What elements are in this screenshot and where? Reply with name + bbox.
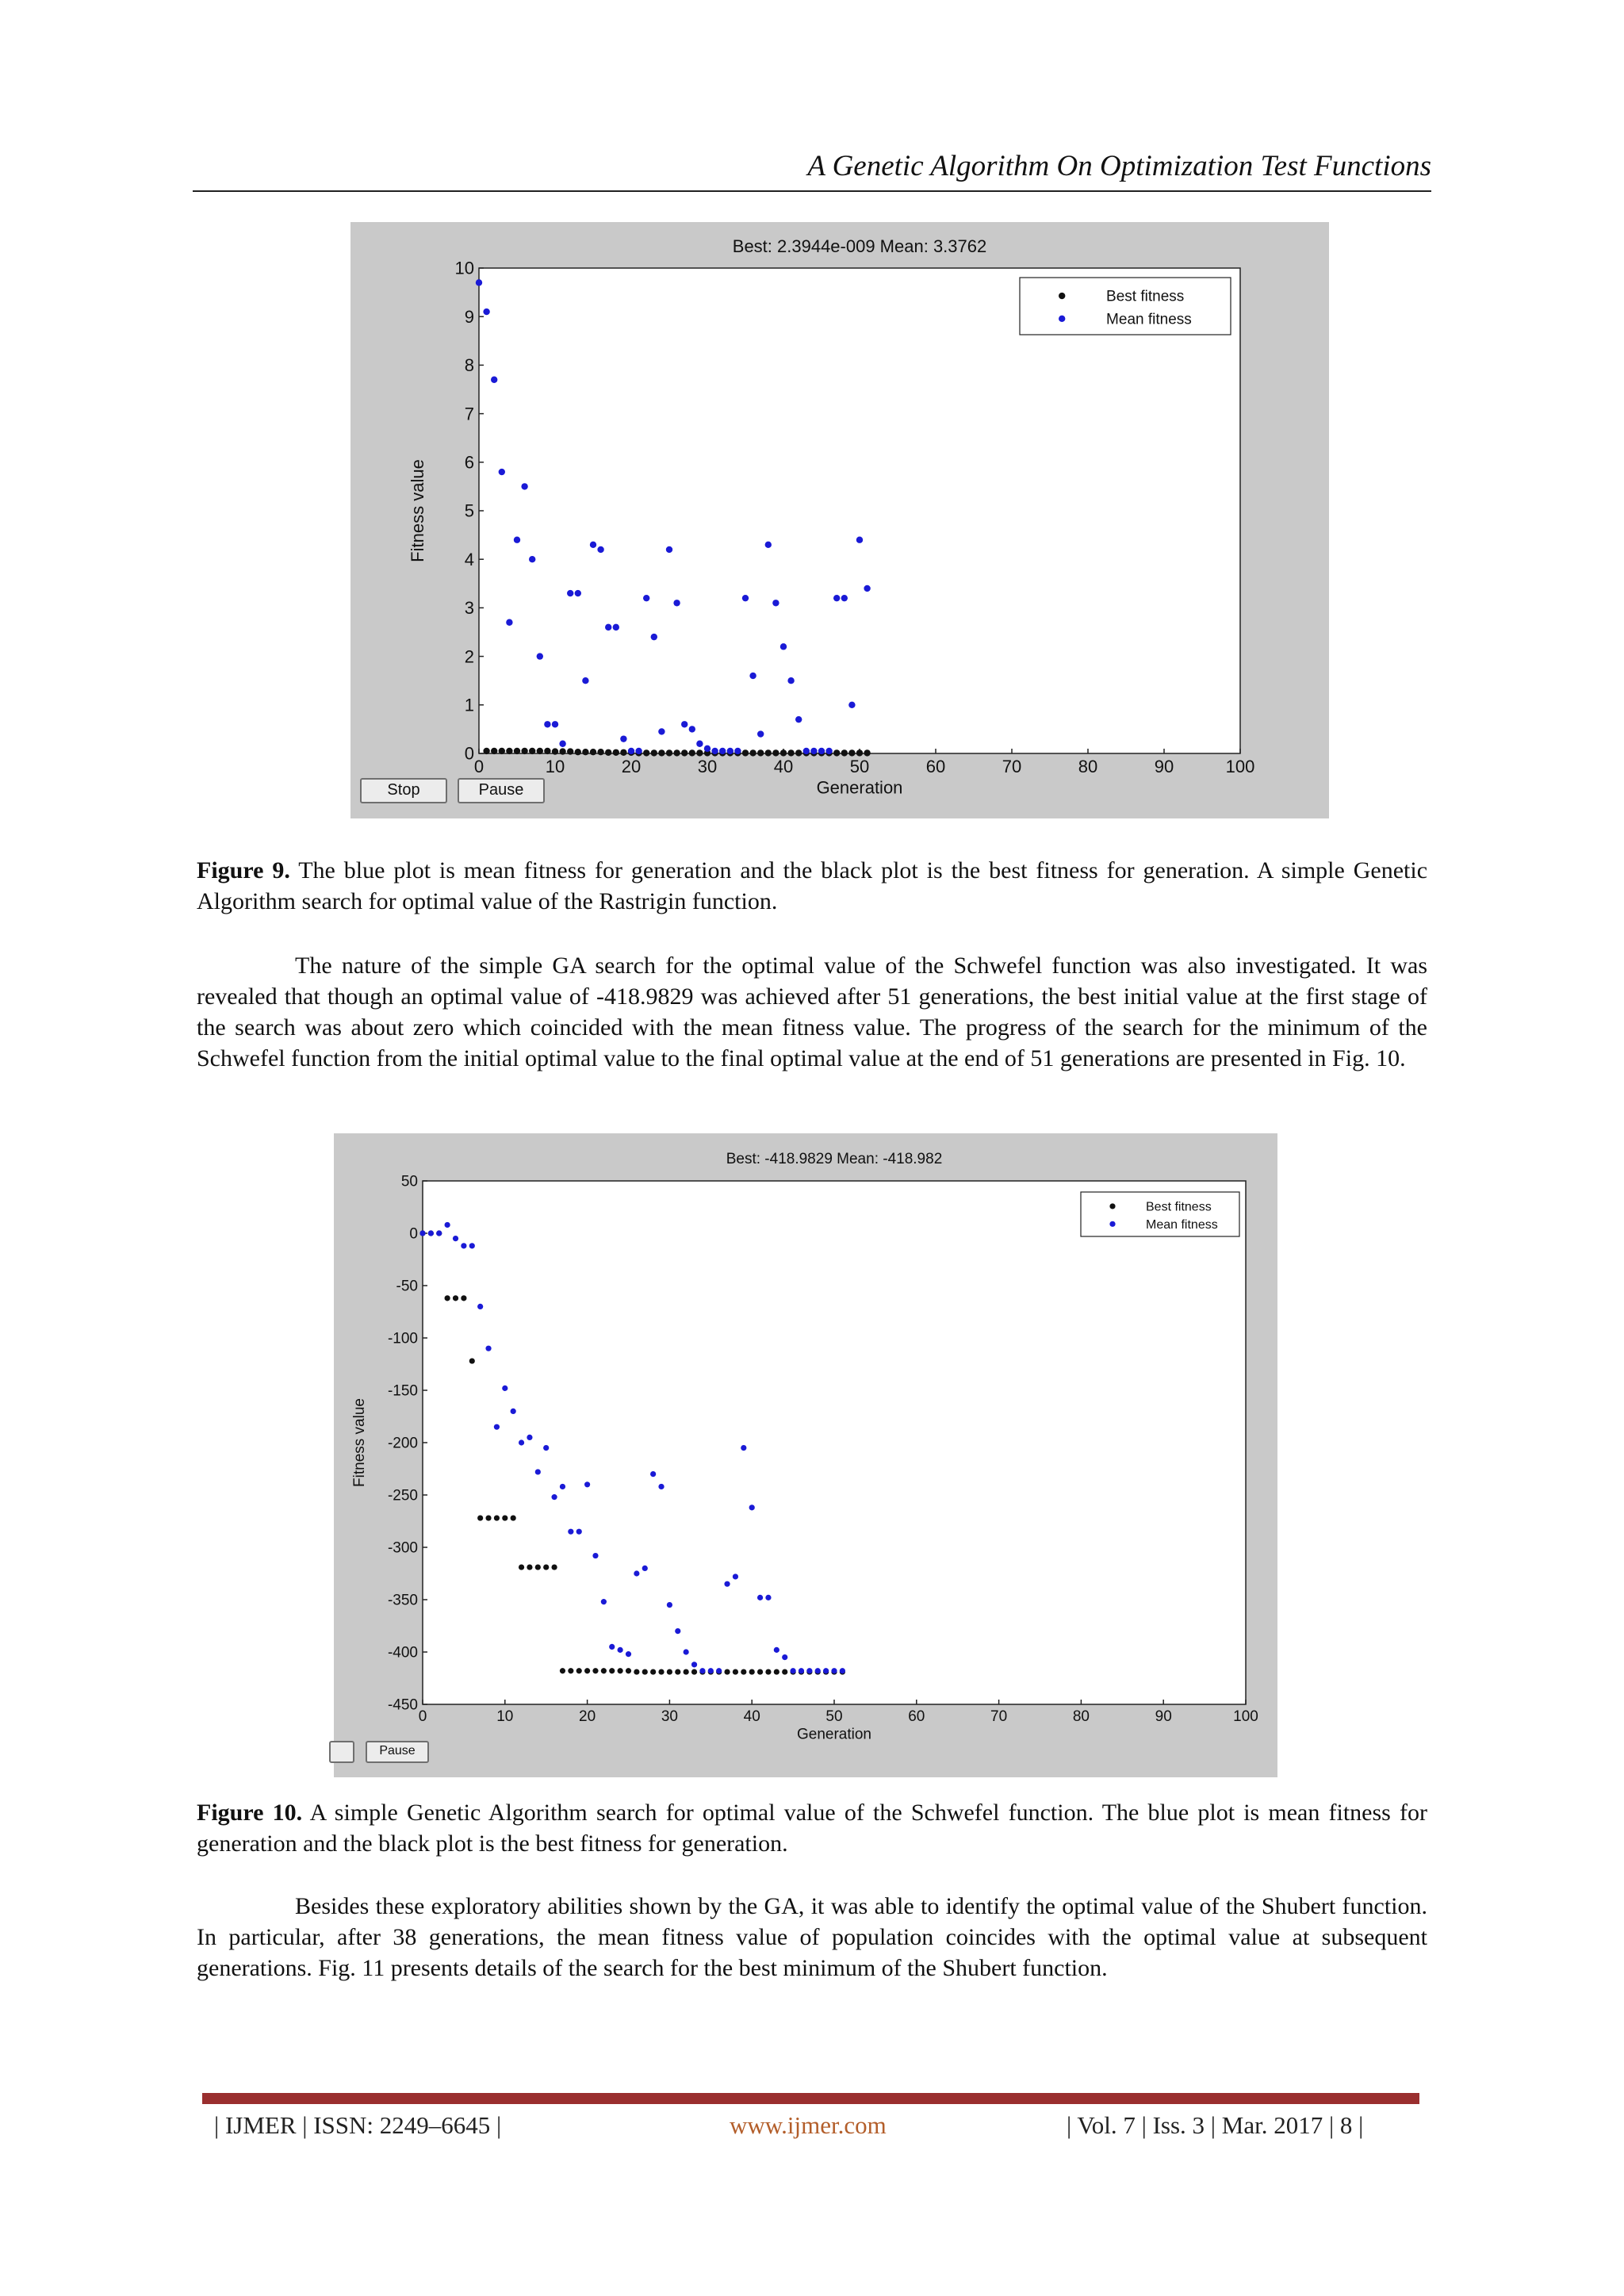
mean-fitness-point xyxy=(696,741,703,747)
best-fitness-point xyxy=(597,749,603,755)
x-tick-label: 30 xyxy=(697,757,718,776)
header-rule xyxy=(193,190,1431,192)
x-tick-label: 100 xyxy=(1225,757,1255,776)
best-fitness-point xyxy=(650,1669,656,1674)
mean-fitness-point xyxy=(708,1668,714,1673)
mean-fitness-point xyxy=(597,546,603,553)
mean-fitness-point xyxy=(864,585,870,592)
mean-fitness-point xyxy=(666,546,672,553)
mean-fitness-point xyxy=(461,1243,466,1248)
mean-fitness-point xyxy=(552,721,558,727)
best-fitness-point xyxy=(658,1669,664,1674)
mean-fitness-point xyxy=(727,748,733,754)
best-fitness-point xyxy=(529,748,535,754)
best-fitness-point xyxy=(848,749,855,756)
x-tick-label: 0 xyxy=(473,757,485,776)
mean-fitness-point xyxy=(782,1654,787,1660)
mean-fitness-point xyxy=(699,1668,705,1673)
mean-fitness-point xyxy=(620,735,626,742)
mean-fitness-point xyxy=(419,1230,425,1236)
x-axis-label: Generation xyxy=(816,777,903,798)
mean-fitness-point xyxy=(675,1628,680,1634)
running-title: A Genetic Algorithm On Optimization Test Functions xyxy=(807,150,1431,182)
mean-fitness-point xyxy=(650,1471,656,1477)
mean-fitness-point xyxy=(476,279,482,286)
mean-fitness-point xyxy=(757,1595,763,1600)
best-fitness-point xyxy=(626,1668,631,1673)
best-fitness-point xyxy=(609,1668,615,1673)
best-fitness-point xyxy=(582,749,588,755)
best-fitness-point xyxy=(841,749,848,756)
best-fitness-point xyxy=(584,1668,590,1673)
mean-fitness-point xyxy=(559,741,565,747)
best-fitness-point xyxy=(765,749,772,756)
y-tick-label: -400 xyxy=(387,1644,418,1662)
paragraph-shubert: Besides these exploratory abilities shown by the GA, it was able to identify the optimal value of the Shubert function. In particular, after 38 generations, the mean fitness value of population coincides with the optimal value at subsequent generations. Fig. 11 presents details of the search for the best minimum of the Shubert function. xyxy=(197,1893,1427,1981)
y-tick-label: -300 xyxy=(387,1539,418,1557)
mean-fitness-point xyxy=(453,1236,458,1241)
best-fitness-point xyxy=(733,1669,738,1674)
figure-10-chart xyxy=(334,1133,1277,1777)
legend-mean-marker xyxy=(1059,316,1065,322)
x-tick-label: 20 xyxy=(579,1708,596,1725)
x-tick-label: 50 xyxy=(825,1708,843,1725)
pause-button[interactable]: Pause xyxy=(458,778,545,803)
mean-fitness-point xyxy=(803,748,810,754)
mean-fitness-point xyxy=(734,748,741,754)
legend-mean-label: Mean fitness xyxy=(1146,1217,1218,1232)
best-fitness-point xyxy=(864,749,870,756)
best-fitness-point xyxy=(795,749,802,756)
best-fitness-point xyxy=(642,1669,648,1674)
best-fitness-point xyxy=(483,748,489,754)
stop-button[interactable] xyxy=(329,1741,354,1763)
mean-fitness-point xyxy=(673,600,680,606)
y-tick-label: -250 xyxy=(387,1487,418,1504)
mean-fitness-point xyxy=(831,1668,837,1673)
mean-fitness-point xyxy=(635,748,642,754)
y-tick-label: 3 xyxy=(464,598,474,619)
best-fitness-point xyxy=(651,749,657,756)
y-tick-label: -100 xyxy=(387,1330,418,1347)
y-tick-label: 4 xyxy=(464,549,474,569)
mean-fitness-point xyxy=(765,542,772,548)
mean-fitness-point xyxy=(684,1649,689,1654)
best-fitness-point xyxy=(666,749,672,756)
y-tick-label: 7 xyxy=(464,404,474,424)
best-fitness-point xyxy=(544,748,550,754)
mean-fitness-point xyxy=(575,590,581,596)
mean-fitness-point xyxy=(799,1668,804,1673)
mean-fitness-point xyxy=(544,721,550,727)
x-tick-label: 20 xyxy=(621,757,642,776)
best-fitness-point xyxy=(658,749,665,756)
y-tick-label: 0 xyxy=(464,743,474,764)
mean-fitness-point xyxy=(560,1484,565,1489)
mean-fitness-point xyxy=(795,716,802,723)
y-tick-label: -200 xyxy=(387,1435,418,1452)
mean-fitness-point xyxy=(667,1602,672,1608)
best-fitness-point xyxy=(537,748,543,754)
best-fitness-point xyxy=(684,1669,689,1674)
x-tick-label: 70 xyxy=(990,1708,1008,1725)
paragraph-schwefel: The nature of the simple GA search for the optimal value of the Schwefel function was also investigated. It was revealed that though an optimal value of -418.9829 was achieved after 51 generations, the best initial value at the first stage of the search was about zero which coincided with the mean fitness value. The progress of the search for the minimum of the Schwefel function from the initial optimal value to the final optimal value at the end of 51 generations are presented in Fig. 10. xyxy=(197,953,1427,1071)
legend-best-label: Best fitness xyxy=(1106,288,1185,305)
legend-mean-marker xyxy=(1109,1221,1115,1227)
figure-10-label: Figure 10. xyxy=(197,1800,303,1826)
best-fitness-point xyxy=(543,1564,549,1570)
pause-button[interactable]: Pause xyxy=(366,1741,429,1763)
best-fitness-point xyxy=(491,748,497,754)
mean-fitness-point xyxy=(494,1424,500,1430)
mean-fitness-point xyxy=(658,728,665,734)
mean-fitness-point xyxy=(582,677,588,684)
x-tick-label: 90 xyxy=(1155,1708,1172,1725)
mean-fitness-point xyxy=(772,600,779,606)
mean-fitness-point xyxy=(815,1668,821,1673)
mean-fitness-point xyxy=(499,469,505,475)
plot-area xyxy=(423,1181,1246,1704)
best-fitness-point xyxy=(613,749,619,756)
best-fitness-point xyxy=(856,749,863,756)
mean-fitness-point xyxy=(477,1304,483,1309)
best-fitness-point xyxy=(485,1515,491,1520)
mean-fitness-point xyxy=(584,1481,590,1487)
mean-fitness-point xyxy=(681,721,688,727)
best-fitness-point xyxy=(691,1669,697,1674)
best-fitness-point xyxy=(772,749,779,756)
mean-fitness-point xyxy=(537,653,543,659)
figure-10-panel xyxy=(334,1133,1277,1777)
mean-fitness-point xyxy=(527,1435,532,1440)
y-tick-label: 10 xyxy=(454,258,474,278)
best-fitness-point xyxy=(757,749,764,756)
mean-fitness-point xyxy=(841,595,848,601)
mean-fitness-point xyxy=(749,1504,755,1510)
mean-fitness-point xyxy=(787,677,794,684)
best-fitness-point xyxy=(590,749,596,755)
mean-fitness-point xyxy=(848,702,855,708)
y-tick-label: 9 xyxy=(464,306,474,327)
mean-fitness-point xyxy=(601,1599,607,1604)
best-fitness-point xyxy=(765,1669,771,1674)
y-tick-label: -450 xyxy=(387,1696,418,1714)
y-tick-label: 0 xyxy=(409,1225,418,1243)
mean-fitness-point xyxy=(485,1346,491,1351)
best-fitness-point xyxy=(592,1668,598,1673)
best-fitness-point xyxy=(506,748,512,754)
mean-fitness-point xyxy=(445,1222,450,1228)
best-fitness-point xyxy=(673,749,680,756)
x-tick-label: 60 xyxy=(908,1708,925,1725)
best-fitness-point xyxy=(696,749,703,756)
plot-area xyxy=(479,268,1240,753)
mean-fitness-point xyxy=(741,1445,746,1451)
best-fitness-point xyxy=(514,748,520,754)
figure-10-caption xyxy=(197,1797,1427,1859)
best-fitness-point xyxy=(559,748,565,754)
best-fitness-point xyxy=(477,1515,483,1520)
best-fitness-point xyxy=(521,748,527,754)
best-fitness-point xyxy=(675,1669,680,1674)
mean-fitness-point xyxy=(711,748,718,754)
best-fitness-point xyxy=(749,1669,755,1674)
best-fitness-point xyxy=(605,749,611,756)
x-tick-label: 50 xyxy=(849,757,870,776)
stop-button[interactable]: Stop xyxy=(360,778,447,803)
best-fitness-point xyxy=(689,749,695,756)
mean-fitness-point xyxy=(502,1386,508,1391)
mean-fitness-point xyxy=(704,746,710,752)
y-tick-label: 50 xyxy=(400,1173,418,1190)
mean-fitness-point xyxy=(691,1662,697,1667)
mean-fitness-point xyxy=(765,1595,771,1600)
mean-fitness-point xyxy=(609,1644,615,1650)
best-fitness-point xyxy=(511,1515,516,1520)
best-fitness-point xyxy=(742,749,749,756)
mean-fitness-point xyxy=(551,1494,557,1500)
y-axis-label: Fitness value xyxy=(408,459,427,562)
best-fitness-point xyxy=(453,1295,458,1301)
x-tick-label: 70 xyxy=(1002,757,1022,776)
mean-fitness-point xyxy=(774,1647,779,1653)
best-fitness-point xyxy=(724,1669,730,1674)
mean-fitness-point xyxy=(840,1668,845,1673)
mean-fitness-point xyxy=(749,673,756,679)
best-fitness-point xyxy=(502,1515,508,1520)
best-fitness-point xyxy=(551,1564,557,1570)
figure-9-caption xyxy=(197,855,1427,917)
mean-fitness-point xyxy=(689,726,695,732)
y-tick-label: 8 xyxy=(464,355,474,376)
mean-fitness-point xyxy=(818,748,825,754)
figure-9-label: Figure 9. xyxy=(197,857,290,884)
mean-fitness-point xyxy=(543,1445,549,1451)
best-fitness-point xyxy=(620,749,626,756)
legend-best-marker xyxy=(1059,293,1065,299)
figure-9-chart xyxy=(350,222,1329,818)
x-tick-label: 30 xyxy=(661,1708,678,1725)
mean-fitness-point xyxy=(810,748,817,754)
footer-website-link[interactable]: www.ijmer.com xyxy=(730,2111,887,2139)
best-fitness-point xyxy=(787,749,794,756)
mean-fitness-point xyxy=(823,1668,829,1673)
mean-fitness-point xyxy=(613,624,619,631)
mean-fitness-point xyxy=(506,619,512,626)
mean-fitness-point xyxy=(428,1230,434,1236)
best-fitness-point xyxy=(494,1515,500,1520)
best-fitness-point xyxy=(560,1668,565,1673)
best-fitness-point xyxy=(667,1669,672,1674)
best-fitness-point xyxy=(575,749,581,755)
x-tick-label: 90 xyxy=(1154,757,1174,776)
y-tick-label: 5 xyxy=(464,500,474,521)
best-fitness-point xyxy=(445,1295,450,1301)
mean-fitness-point xyxy=(535,1469,541,1474)
best-fitness-point xyxy=(681,749,688,756)
mean-fitness-point xyxy=(757,730,764,737)
mean-fitness-point xyxy=(568,1529,573,1535)
best-fitness-point xyxy=(519,1564,524,1570)
mean-fitness-point xyxy=(780,643,787,650)
mean-fitness-point xyxy=(592,1553,598,1558)
footer-bar xyxy=(202,2093,1419,2104)
x-tick-label: 0 xyxy=(418,1708,427,1725)
mean-fitness-point xyxy=(590,542,596,548)
x-tick-label: 100 xyxy=(1233,1708,1258,1725)
y-tick-label: 6 xyxy=(464,452,474,473)
best-fitness-point xyxy=(527,1564,532,1570)
x-tick-label: 10 xyxy=(496,1708,514,1725)
mean-fitness-point xyxy=(742,595,749,601)
mean-fitness-point xyxy=(733,1573,738,1579)
mean-fitness-point xyxy=(643,595,649,601)
y-tick-label: 1 xyxy=(464,695,474,715)
mean-fitness-point xyxy=(519,1439,524,1445)
mean-fitness-point xyxy=(436,1230,442,1236)
mean-fitness-point xyxy=(806,1668,812,1673)
best-fitness-point xyxy=(780,749,787,756)
x-tick-label: 60 xyxy=(925,757,946,776)
mean-fitness-point xyxy=(724,1581,730,1587)
best-fitness-point xyxy=(499,748,505,754)
mean-fitness-point xyxy=(658,1484,664,1489)
mean-fitness-point xyxy=(651,634,657,640)
figure-10-caption-text: A simple Genetic Algorithm search for optimal value of the Schwefel function. The blue plot is mean fitness for generation and the black plot is the best fitness for generation. xyxy=(197,1800,1427,1857)
mean-fitness-point xyxy=(514,537,520,543)
mean-fitness-point xyxy=(791,1668,796,1673)
legend-mean-label: Mean fitness xyxy=(1106,311,1192,328)
chart-title: Best: -418.9829 Mean: -418.982 xyxy=(726,1151,943,1167)
best-fitness-point xyxy=(741,1669,746,1674)
best-fitness-point xyxy=(568,1668,573,1673)
mean-fitness-point xyxy=(626,1651,631,1657)
best-fitness-point xyxy=(774,1669,779,1674)
best-fitness-point xyxy=(576,1668,582,1673)
mean-fitness-point xyxy=(529,556,535,562)
mean-fitness-point xyxy=(576,1529,582,1535)
mean-fitness-point xyxy=(511,1409,516,1414)
y-axis-label: Fitness value xyxy=(351,1398,368,1487)
best-fitness-point xyxy=(601,1668,607,1673)
mean-fitness-point xyxy=(628,748,634,754)
mean-fitness-point xyxy=(521,483,527,489)
y-tick-label: -50 xyxy=(396,1278,418,1295)
x-axis-label: Generation xyxy=(796,1726,872,1743)
best-fitness-point xyxy=(469,1358,475,1363)
mean-fitness-point xyxy=(469,1243,475,1248)
mean-fitness-point xyxy=(605,624,611,631)
mean-fitness-point xyxy=(642,1566,648,1571)
x-tick-label: 40 xyxy=(743,1708,760,1725)
mean-fitness-point xyxy=(719,748,726,754)
x-tick-label: 10 xyxy=(545,757,565,776)
best-fitness-point xyxy=(749,749,756,756)
x-tick-label: 80 xyxy=(1072,1708,1090,1725)
mean-fitness-point xyxy=(491,377,497,383)
mean-fitness-point xyxy=(716,1668,722,1673)
best-fitness-point xyxy=(618,1668,623,1673)
footer-issue: | Vol. 7 | Iss. 3 | Mar. 2017 | 8 | xyxy=(1067,2111,1364,2139)
mean-fitness-point xyxy=(634,1570,639,1576)
best-fitness-point xyxy=(782,1669,787,1674)
best-fitness-point xyxy=(461,1295,466,1301)
best-fitness-point xyxy=(757,1669,763,1674)
figure-9-caption-text: The blue plot is mean fitness for generation and the black plot is the best fitness for generation. A simple Genetic Algorithm search for optimal value of the Rastrigin function. xyxy=(197,857,1428,914)
mean-fitness-point xyxy=(856,537,863,543)
chart-title: Best: 2.3944e-009 Mean: 3.3762 xyxy=(732,236,987,256)
mean-fitness-point xyxy=(825,748,832,754)
best-fitness-point xyxy=(567,748,573,754)
best-fitness-point xyxy=(535,1564,541,1570)
mean-fitness-point xyxy=(483,309,489,315)
best-fitness-point xyxy=(643,749,649,756)
legend-best-marker xyxy=(1109,1203,1115,1209)
footer-journal: | IJMER | ISSN: 2249–6645 | xyxy=(214,2111,502,2139)
mean-fitness-point xyxy=(567,590,573,596)
legend-best-label: Best fitness xyxy=(1146,1200,1212,1214)
best-fitness-point xyxy=(552,748,558,754)
x-tick-label: 40 xyxy=(773,757,794,776)
mean-fitness-point xyxy=(833,595,840,601)
x-tick-label: 80 xyxy=(1078,757,1098,776)
best-fitness-point xyxy=(634,1669,639,1674)
y-tick-label: 2 xyxy=(464,646,474,667)
y-tick-label: -350 xyxy=(387,1592,418,1609)
figure-9-panel xyxy=(350,222,1329,818)
best-fitness-point xyxy=(833,749,840,756)
mean-fitness-point xyxy=(618,1647,623,1653)
y-tick-label: -150 xyxy=(387,1382,418,1400)
